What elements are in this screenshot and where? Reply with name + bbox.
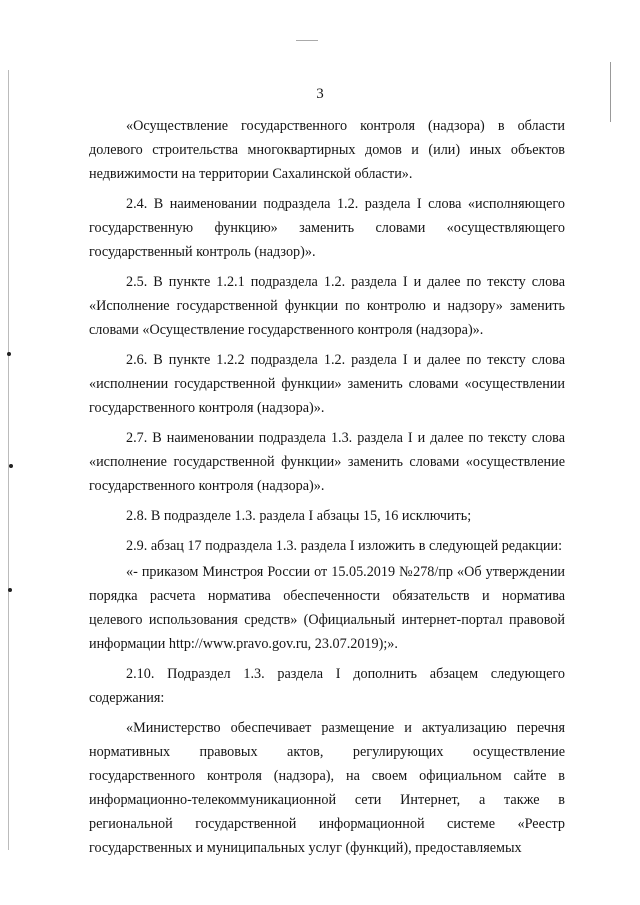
paragraph-2-4: 2.4. В наименовании подраздела 1.2. раздела I слова «исполняющего государственную функцию» заменить словами «осуществляющего государственный контроль (надзор)». [89,196,565,260]
paragraph-2-6: 2.6. В пункте 1.2.2 подраздела 1.2. раздела I и далее по тексту слова «исполнении государственной функции» заменить словами «осуществлении государственного контроля (надзора)». [89,352,565,416]
paragraph-ministry-quote: «Министерство обеспечивает размещение и актуализацию перечня нормативных правовых актов, регулирующих осуществление государственного контроля (надзора), на своем официальном сайте в информационно-телекоммуникационной сети Интернет, а также в региональной государственной информационной системе «Реестр государственных и муниципальных услуг (функций), предоставляемых [89,720,565,856]
scan-artifact-dot [9,464,13,468]
scan-artifact-dot [8,588,12,592]
scan-artifact-left-edge [8,70,9,850]
page-number: 3 [316,86,324,102]
paragraph-2-8: 2.8. В подразделе 1.3. раздела I абзацы 15, 16 исключить; [126,508,472,524]
paragraph-2-7: 2.7. В наименовании подраздела 1.3. раздела I и далее по тексту слова «исполнение государственной функции» заменить словами «осуществление государственного контроля (надзора)». [89,430,565,494]
paragraph-order-quote: «- приказом Минстроя России от 15.05.2019 №278/пр «Об утверждении порядка расчета норматива обеспеченности обязательств и норматива целевого использования средств» (Официальный интернет-портал правовой информации http://www.pravo.gov.ru, 23.07.2019);». [89,564,565,652]
scan-artifact-dot [7,352,11,356]
paragraph-2-5: 2.5. В пункте 1.2.1 подраздела 1.2. раздела I и далее по тексту слова «Исполнение государственной функции по контролю и надзору» заменить словами «Осуществление государственного контроля (надзора)». [89,274,565,338]
paragraph-title-quote: «Осуществление государственного контроля (надзора) в области долевого строительства многоквартирных домов и (или) иных объектов недвижимости на территории Сахалинской области». [89,118,565,182]
document-body [89,114,565,866]
paragraph-2-10: 2.10. Подраздел 1.3. раздела I дополнить абзацем следующего содержания: [89,666,565,706]
scan-artifact-top-mark [296,40,318,41]
paragraph-2-9: 2.9. абзац 17 подраздела 1.3. раздела I изложить в следующей редакции: [126,538,563,554]
